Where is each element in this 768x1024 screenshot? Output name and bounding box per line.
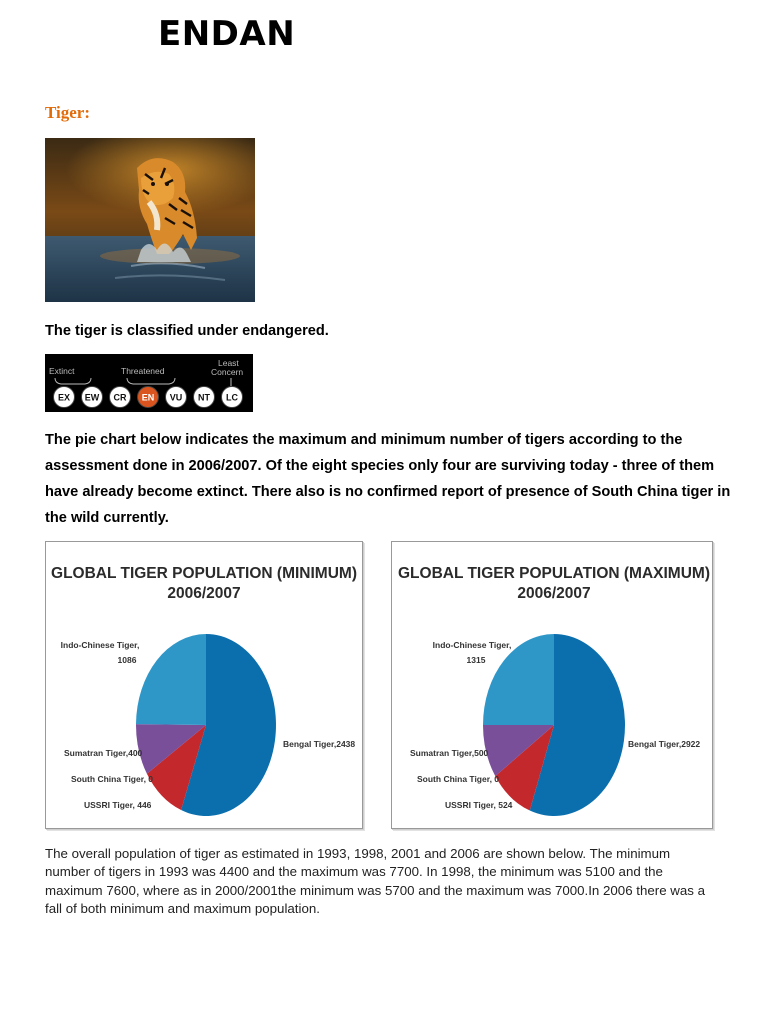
label-bengal: Bengal Tiger,2922 <box>628 739 701 749</box>
section-heading-tiger: Tiger: <box>45 103 91 122</box>
scale-label-concern: Concern <box>211 367 244 377</box>
status-code-en: EN <box>141 392 155 403</box>
label-indo-chinese-2: 1086 <box>117 655 137 665</box>
status-code-cr: CR <box>113 392 127 403</box>
label-ussri: USSRI Tiger, 524 <box>445 800 513 810</box>
label-indo-chinese-2: 1315 <box>466 655 486 665</box>
chart-title-line2: 2006/2007 <box>517 585 591 602</box>
label-bengal: Bengal Tiger,2438 <box>283 739 356 749</box>
label-indo-chinese-1: Indo-Chinese Tiger, <box>60 640 140 650</box>
label-sumatran: Sumatran Tiger,500 <box>410 748 489 758</box>
label-south-china: South China Tiger, 0 <box>417 774 500 784</box>
label-indo-chinese-1: Indo-Chinese Tiger, <box>432 640 512 650</box>
label-sumatran: Sumatran Tiger,400 <box>64 748 143 758</box>
status-code-ew: EW <box>84 392 100 403</box>
status-code-nt: NT <box>198 392 210 403</box>
population-paragraph: The overall population of tiger as estimated in 1993, 1998, 2001 and 2006 are shown below. The minimum number of tigers in 1993 was 4400 and the maximum was 7700. In 1998, the minimum was 5100 and the maximum 7600, where as in 2000/2001the minimum was 5700 and the maximum was 7000.In 2006 there was a fall of both minimum and maximum population. <box>45 846 706 917</box>
label-ussri: USSRI Tiger, 446 <box>84 800 152 810</box>
scale-label-threatened: Threatened <box>121 366 165 376</box>
status-code-vu: VU <box>169 392 183 403</box>
status-code-lc: LC <box>226 392 238 403</box>
tiger-photo <box>45 138 255 302</box>
scale-label-extinct: Extinct <box>49 366 75 376</box>
conservation-status-scale <box>45 354 253 412</box>
status-code-ex: EX <box>57 392 71 403</box>
pie-slice-indo-chinese-tiger <box>136 634 206 725</box>
pie-chart-minimum <box>45 541 363 829</box>
scale-label-least: Least <box>218 358 239 368</box>
chart-title-line1: GLOBAL TIGER POPULATION (MAXIMUM) <box>398 565 710 582</box>
label-south-china: South China Tiger, 0 <box>71 774 154 784</box>
chart-title-line1: GLOBAL TIGER POPULATION (MINIMUM) <box>51 565 357 582</box>
chart-title-line2: 2006/2007 <box>167 585 241 602</box>
pie-chart-intro: The pie chart below indicates the maximum and minimum number of tigers according to the assessment done in 2006/2007. Of the eight species only four are surviving today - three of them have already become extinct. There also is no confirmed report of presence of South China tiger in the wild currently. <box>45 432 731 526</box>
document-title: ENDAN <box>158 14 296 54</box>
pie-chart-maximum <box>391 541 713 829</box>
classification-sentence: The tiger is classified under endangered. <box>45 323 329 339</box>
